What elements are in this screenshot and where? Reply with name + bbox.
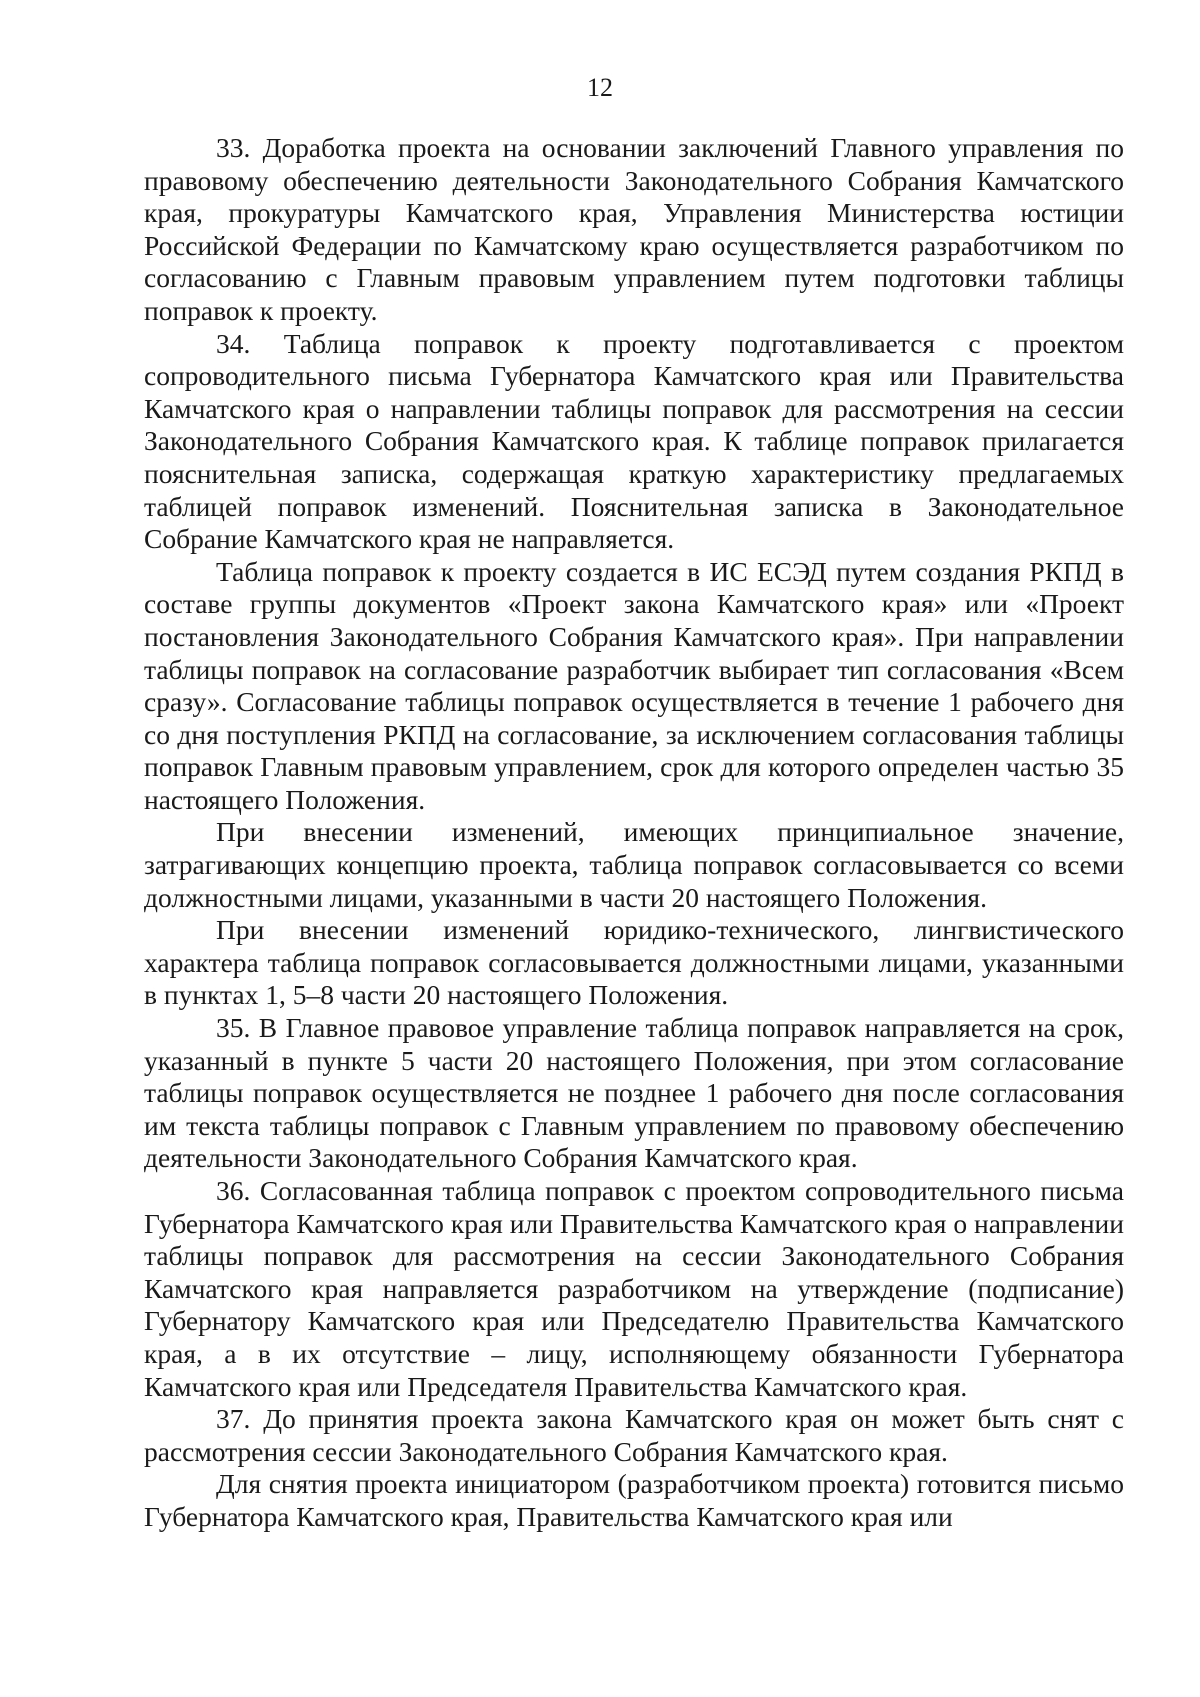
paragraph-37-withdrawal: Для снятия проекта инициатором (разработчиком проекта) готовится письмо Губернатора Камчатского края, Правительства Камчатского края или [144, 1468, 1124, 1532]
paragraph-36: 36. Согласованная таблица поправок с проектом сопроводительного письма Губернатора Камчатского края или Правительства Камчатского края о направлении таблицы поправок для рассмотрения на сессии Законодательного Собрания Камчатского края направляется разработчиком на утверждение (подписание) Губернатору Камчатского края или Председателю Правительства Камчатского края, а в их отсутствие – лицу, исполняющему обязанности Губернатора Камчатского края или Председателя Правительства Камчатского края. [144, 1175, 1124, 1402]
page-number: 12 [587, 73, 613, 102]
paragraph-34: 34. Таблица поправок к проекту подготавливается с проектом сопроводительного письма Губернатора Камчатского края или Правительства Камчатского края о направлении таблицы поправок для рассмотрения на сессии Законодательного Собрания Камчатского края. К таблице поправок прилагается пояснительная записка, содержащая краткую характеристику предлагаемых таблицей поправок изменений. Пояснительная записка в Законодательное Собрание Камчатского края не направляется. [144, 327, 1124, 555]
paragraph-34-technical-changes: При внесении изменений юридико-технического, лингвистического характера таблица поправок согласовывается должностными лицами, указанными в пунктах 1, 5–8 части 20 настоящего Положения. [144, 914, 1124, 1011]
paragraph-34-principal-changes: При внесении изменений, имеющих принципиальное значение, затрагивающих концепцию проекта, таблица поправок согласовывается со всеми должностными лицами, указанными в части 20 настоящего Положения. [144, 816, 1124, 913]
paragraph-33: 33. Доработка проекта на основании заключений Главного управления по правовому обеспечению деятельности Законодательного Собрания Камчатского края, прокуратуры Камчатского края, Управления Министерства юстиции Российской Федерации по Камчатскому краю осуществляется разработчиком по согласованию с Главным правовым управлением путем подготовки таблицы поправок к проекту. [144, 132, 1124, 326]
paragraph-34-amendments-table: Таблица поправок к проекту создается в ИС ЕСЭД путем создания РКПД в составе группы документов «Проект закона Камчатского края» или «Проект постановления Законодательного Собрания Камчатского края». При направлении таблицы поправок на согласование разработчик выбирает тип согласования «Всем сразу». Согласование таблицы поправок осуществляется в течение 1 рабочего дня со дня поступления РКПД на согласование, за исключением согласования таблицы поправок Главным правовым управлением, срок для которого определен частью 35 настоящего Положения. [144, 555, 1124, 815]
document-body [144, 132, 1124, 1534]
paragraph-35: 35. В Главное правовое управление таблица поправок направляется на срок, указанный в пункте 5 части 20 настоящего Положения, при этом согласование таблицы поправок осуществляется не позднее 1 рабочего дня после согласования им текста таблицы поправок с Главным управлением по правовому обеспечению деятельности Законодательного Собрания Камчатского края. [144, 1012, 1124, 1174]
paragraph-37: 37. До принятия проекта закона Камчатского края он может быть снят с рассмотрения сессии Законодательного Собрания Камчатского края. [144, 1403, 1124, 1467]
